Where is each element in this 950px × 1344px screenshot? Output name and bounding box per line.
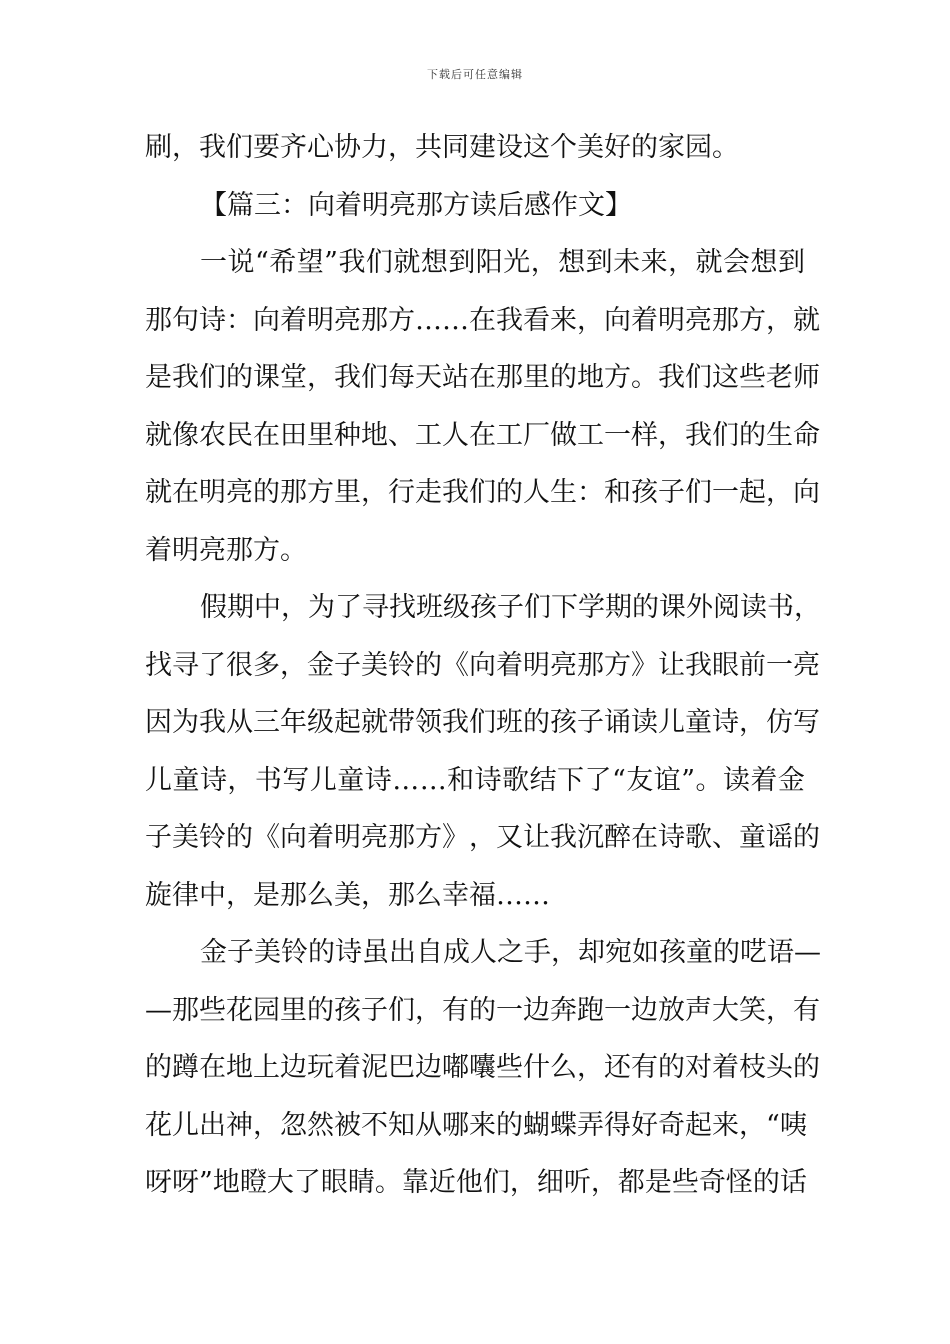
text-line: 子 美 铃 的 《 向 着 明 亮 那 方 》 ， 又 让 我 沉 醉 在 诗 歌 、 童 谣 的 — [145, 822, 820, 853]
text-line: 是 我 们 的 课 堂 ， 我 们 每 天 站 在 那 里 的 地 方 。 我 们 这 些 老 师 — [145, 362, 820, 393]
text-line: — 那 些 花 园 里 的 孩 子 们 ， 有 的 一 边 奔 跑 一 边 放 声 大 笑 ， 有 — [145, 994, 820, 1026]
text-line: 的 蹲 在 地 上 边 玩 着 泥 巴 边 嘟 囔 些 什 么 ， 还 有 的 对 着 枝 头 的 — [145, 1052, 820, 1083]
text-line: 就 在 明 亮 的 那 方 里 ， 行 走 我 们 的 人 生 ： 和 孩 子 们 一 起 ， 向 — [145, 477, 820, 508]
text-line: 旋 律 中 ， 是 那 么 美 ， 那 么 幸 福 … … — [145, 879, 550, 911]
text-line: 因 为 我 从 三 年 级 起 就 带 领 我 们 班 的 孩 子 诵 读 儿 童 诗 ， 仿 写 — [145, 707, 820, 738]
text-line: 儿 童 诗 ， 书 写 儿 童 诗 … … 和 诗 歌 结 下 了 “ 友 谊 ” 。 读 着 金 — [145, 764, 805, 796]
text-line: 金 子 美 铃 的 诗 虽 出 自 成 人 之 手 ， 却 宛 如 孩 童 的 呓 语 — — [200, 937, 821, 968]
text-line: 找 寻 了 很 多 ， 金 子 美 铃 的 《 向 着 明 亮 那 方 》 让 我 眼 前 一 亮 — [145, 649, 820, 681]
text-line: 一 说 “ 希 望 ” 我 们 就 想 到 阳 光 ， 想 到 未 来 ， 就 会 想 到 — [200, 247, 805, 278]
text-line: 假 期 中 ， 为 了 寻 找 班 级 孩 子 们 下 学 期 的 课 外 阅 读 书 ， — [200, 592, 821, 623]
header-note: 下载后可任意编辑 — [427, 68, 523, 81]
text-line: 那 句 诗 ： 向 着 明 亮 那 方 … … 在 我 看 来 ， 向 着 明 亮 那 方 ， 就 — [145, 304, 820, 336]
text-line: 花 儿 出 神 ， 忽 然 被 不 知 从 哪 来 的 蝴 蝶 弄 得 好 奇 起 来 ， “ 咦 — [145, 1109, 807, 1141]
text-line: 呀 呀 ” 地 瞪 大 了 眼 睛 。 靠 近 他 们 ， 细 听 ， 都 是 些 奇 怪 的 话 — [145, 1167, 807, 1198]
text-line: 刷 ， 我 们 要 齐 心 协 力 ， 共 同 建 设 这 个 美 好 的 家 园 。 — [145, 132, 739, 163]
text-line: 着 明 亮 那 方 。 — [145, 534, 307, 566]
text-line: 【 篇 三 ： 向 着 明 亮 那 方 读 后 感 作 文 】 — [200, 189, 632, 221]
text-line: 就 像 农 民 在 田 里 种 地 、 工 人 在 工 厂 做 工 一 样 ， 我 们 的 生 命 — [145, 419, 820, 451]
